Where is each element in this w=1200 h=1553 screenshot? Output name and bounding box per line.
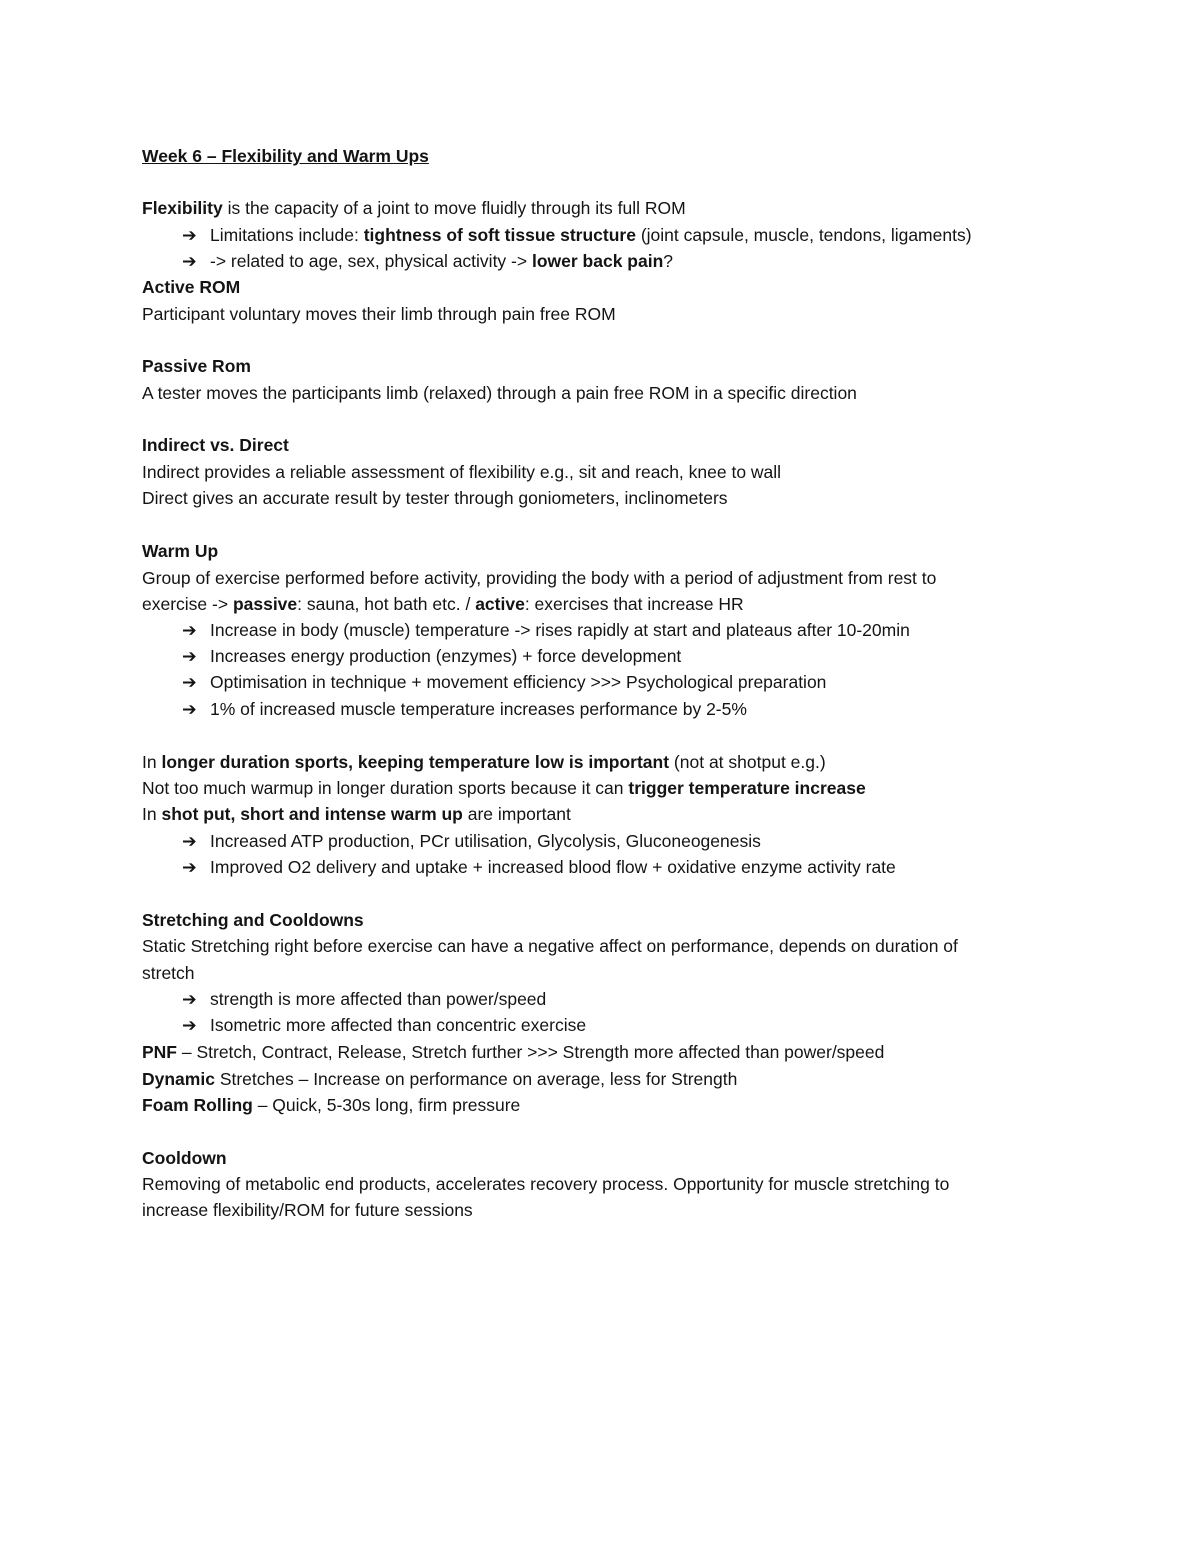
warm-up-text-1: Group of exercise performed before activity, providing the body with a period of adjustment from rest to — [142, 568, 937, 588]
static-stretching-text-2: stretch — [142, 963, 195, 983]
heading-indirect-direct: Indirect vs. Direct — [142, 435, 289, 455]
arrow-icon: ➔ — [182, 989, 197, 1009]
bullet-isometric: ➔ Isometric more affected than concentric exercise — [182, 1012, 586, 1038]
bullet-muscle-temperature: ➔ 1% of increased muscle temperature increases performance by 2-5% — [182, 696, 747, 722]
bullet-optimisation: ➔ Optimisation in technique + movement efficiency >>> Psychological preparation — [182, 669, 826, 695]
page-title: Week 6 – Flexibility and Warm Ups — [142, 146, 429, 166]
arrow-icon: ➔ — [182, 831, 197, 851]
arrow-icon: ➔ — [182, 251, 197, 271]
arrow-icon: ➔ — [182, 225, 197, 245]
bullet-related-to: ➔ -> related to age, sex, physical activity -> lower back pain? — [182, 248, 673, 274]
static-stretching-text-1: Static Stretching right before exercise can have a negative affect on performance, depends on duration of — [142, 936, 958, 956]
longer-duration-text: In longer duration sports, keeping temperature low is important (not at shotput e.g.) — [142, 752, 826, 772]
arrow-icon: ➔ — [182, 1015, 197, 1035]
indirect-text: Indirect provides a reliable assessment of flexibility e.g., sit and reach, knee to wall — [142, 462, 782, 482]
heading-stretching-cooldowns: Stretching and Cooldowns — [142, 910, 364, 930]
passive-rom-text: A tester moves the participants limb (relaxed) through a pain free ROM in a specific direction — [142, 383, 857, 403]
bullet-strength-affected: ➔ strength is more affected than power/speed — [182, 986, 546, 1012]
direct-text: Direct gives an accurate result by tester through goniometers, inclinometers — [142, 488, 728, 508]
bullet-limitations: ➔ Limitations include: tightness of soft tissue structure (joint capsule, muscle, tendons, ligaments) — [182, 222, 972, 248]
arrow-icon: ➔ — [182, 699, 197, 719]
bullet-energy-production: ➔ Increases energy production (enzymes) + force development — [182, 643, 681, 669]
heading-passive-rom: Passive Rom — [142, 356, 251, 376]
bullet-body-temperature: ➔ Increase in body (muscle) temperature -> rises rapidly at start and plateaus after 10-20min — [182, 617, 910, 643]
foam-rolling-text: Foam Rolling – Quick, 5-30s long, firm pressure — [142, 1095, 521, 1115]
cooldown-text-2: increase flexibility/ROM for future sessions — [142, 1200, 473, 1220]
heading-cooldown: Cooldown — [142, 1148, 227, 1168]
arrow-icon: ➔ — [182, 857, 197, 877]
dynamic-stretches-text: Dynamic Stretches – Increase on performance on average, less for Strength — [142, 1069, 738, 1089]
warmup-longer-text: Not too much warmup in longer duration sports because it can trigger temperature increase — [142, 778, 866, 798]
heading-active-rom: Active ROM — [142, 277, 241, 297]
bullet-atp-production: ➔ Increased ATP production, PCr utilisation, Glycolysis, Gluconeogenesis — [182, 828, 761, 854]
active-rom-text: Participant voluntary moves their limb through pain free ROM — [142, 304, 616, 324]
arrow-icon: ➔ — [182, 620, 197, 640]
pnf-text: PNF – Stretch, Contract, Release, Stretch further >>> Strength more affected than power/speed — [142, 1042, 885, 1062]
shot-put-text: In shot put, short and intense warm up are important — [142, 804, 571, 824]
term-flexibility: Flexibility — [142, 198, 223, 218]
arrow-icon: ➔ — [182, 672, 197, 692]
bullet-o2-delivery: ➔ Improved O2 delivery and uptake + increased blood flow + oxidative enzyme activity rate — [182, 854, 896, 880]
flexibility-definition: Flexibility is the capacity of a joint to move fluidly through its full ROM — [142, 198, 686, 218]
cooldown-text-1: Removing of metabolic end products, accelerates recovery process. Opportunity for muscle stretching to — [142, 1174, 950, 1194]
arrow-icon: ➔ — [182, 646, 197, 666]
heading-warm-up: Warm Up — [142, 541, 219, 561]
warm-up-text-2: exercise -> passive: sauna, hot bath etc. / active: exercises that increase HR — [142, 594, 744, 614]
